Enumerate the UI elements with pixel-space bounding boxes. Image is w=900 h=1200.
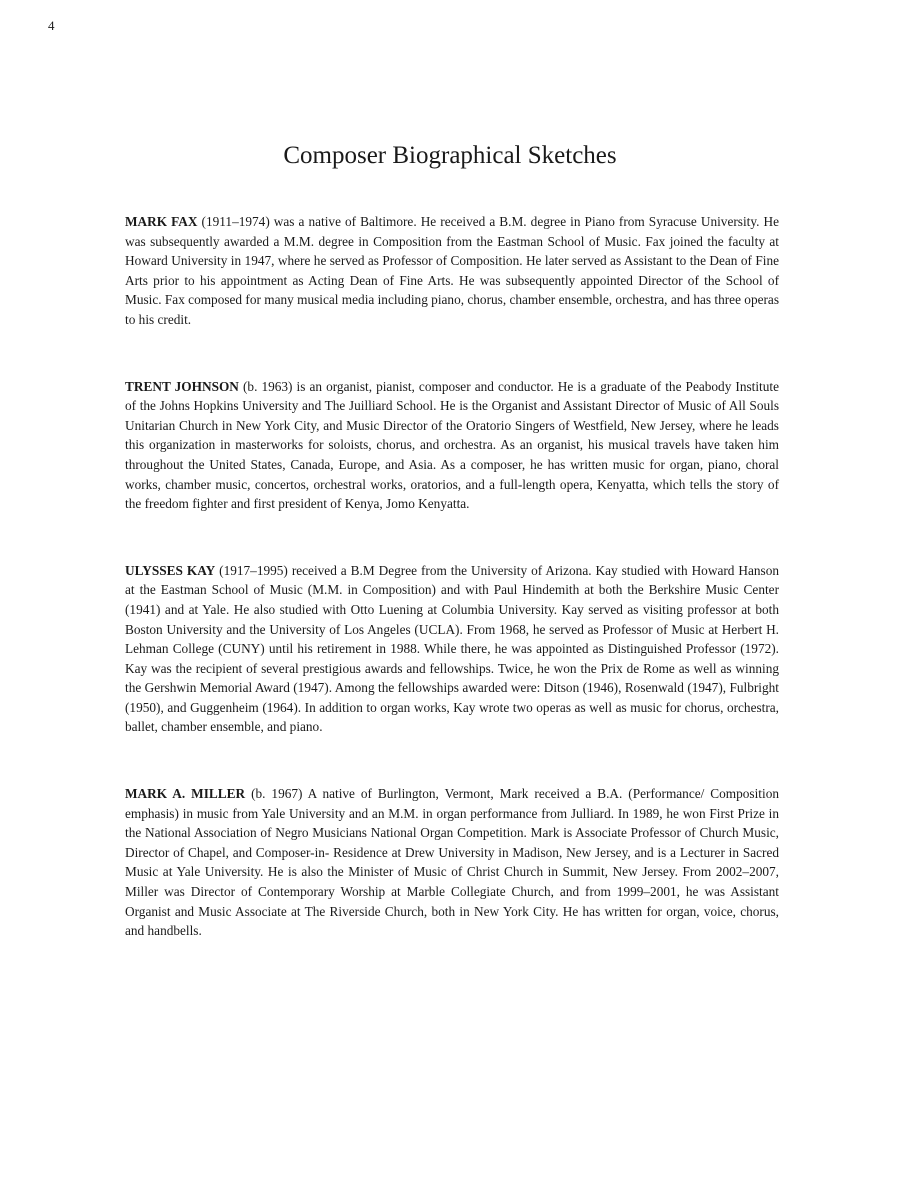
bio-ulysses-kay	[125, 561, 779, 737]
page-number: 4	[48, 18, 55, 33]
bio-name: ULYSSES KAY	[125, 562, 216, 578]
bio-mark-fax	[125, 212, 779, 330]
bio-text: (1917–1995) received a B.M Degree from the University of Arizona. Kay studied with Howard Hanson at the Eastman School of Music (M.M. in Composition) and with Paul Hindemith at both the Berkshire Music Center (1941) and at Yale. He also studied with Otto Luening at Columbia University. Kay served as visiting professor at both Boston University and the University of Los Angeles (UCLA). From 1968, he served as Professor of Music at Herbert H. Lehman College (CUNY) until his retirement in 1988. While there, he was appointed as Distinguished Professor (1972). Kay was the recipient of several prestigious awards and fellowships. Twice, he won the Prix de Rome as well as winning the Gershwin Memorial Award (1947). Among the fellowships awarded were: Ditson (1946), Rosenwald (1947), Fulbright (1950), and Guggenheim (1964). In addition to organ works, Kay wrote two operas as well as music for chorus, orchestra, ballet, chamber ensemble, and piano.	[125, 562, 780, 735]
bio-trent-johnson	[125, 377, 779, 514]
bio-list	[125, 212, 779, 988]
bio-name: MARK A. MILLER	[125, 786, 246, 802]
bio-name: MARK FAX	[125, 214, 198, 229]
bio-text: (b. 1963) is an organist, pianist, composer and conductor. He is a graduate of the Peabody Institute of the Johns Hopkins University and The Juilliard School. He is the Organist and Assistant Director of Music of All Souls Unitarian Church in New York City, and Music Director of the Oratorio Singers of Westfield, New Jersey, where he leads this organization in masterworks for soloists, chorus, and orchestra. As an organist, his musical travels have taken him throughout the United States, Canada, Europe, and Asia. As a composer, he has written music for organ, piano, choral works, chamber music, concertos, orchestral works, oratorios, and a full-length opera, Kenyatta, which tells the story of the freedom fighter and first president of Kenya, Jomo Kenyatta.	[125, 378, 779, 512]
page-title: Composer Biographical Sketches	[283, 142, 617, 169]
bio-text: (b. 1967) A native of Burlington, Vermont, Mark received a B.A. (Performance/ Composition emphasis) in music from Yale University and an M.M. in organ performance from Julliard. In 1989, he won First Prize in the National Association of Negro Musicians National Organ Competition. Mark is Associate Professor of Church Music, Director of Chapel, and Composer-in- Residence at Drew University in Madison, New Jersey, and is a Lecturer in Sacred Music at Yale University. He is also the Minister of Music of Christ Church in Summit, New Jersey. From 2002–2007, Miller was Director of Contemporary Worship at Marble Collegiate Church, and from 1999–2001, he was Assistant Organist and Music Associate at The Riverside Church, both in New York City. He has written for organ, voice, chorus, and handbells.	[125, 786, 779, 939]
bio-mark-a-miller	[125, 784, 779, 941]
bio-name: TRENT JOHNSON	[125, 378, 239, 394]
bio-text: (1911–1974) was a native of Baltimore. He received a B.M. degree in Piano from Syracuse University. He was subsequently awarded a M.M. degree in Composition from the Eastman School of Music. Fax joined the faculty at Howard University in 1947, where he served as Professor of Composition. He later served as Assistant to the Dean of Fine Arts prior to his appointment as Acting Dean of Fine Arts. He was subsequently appointed Director of the School of Music. Fax composed for many musical media including piano, chorus, chamber ensemble, orchestra, and has three operas to his credit.	[125, 214, 780, 327]
